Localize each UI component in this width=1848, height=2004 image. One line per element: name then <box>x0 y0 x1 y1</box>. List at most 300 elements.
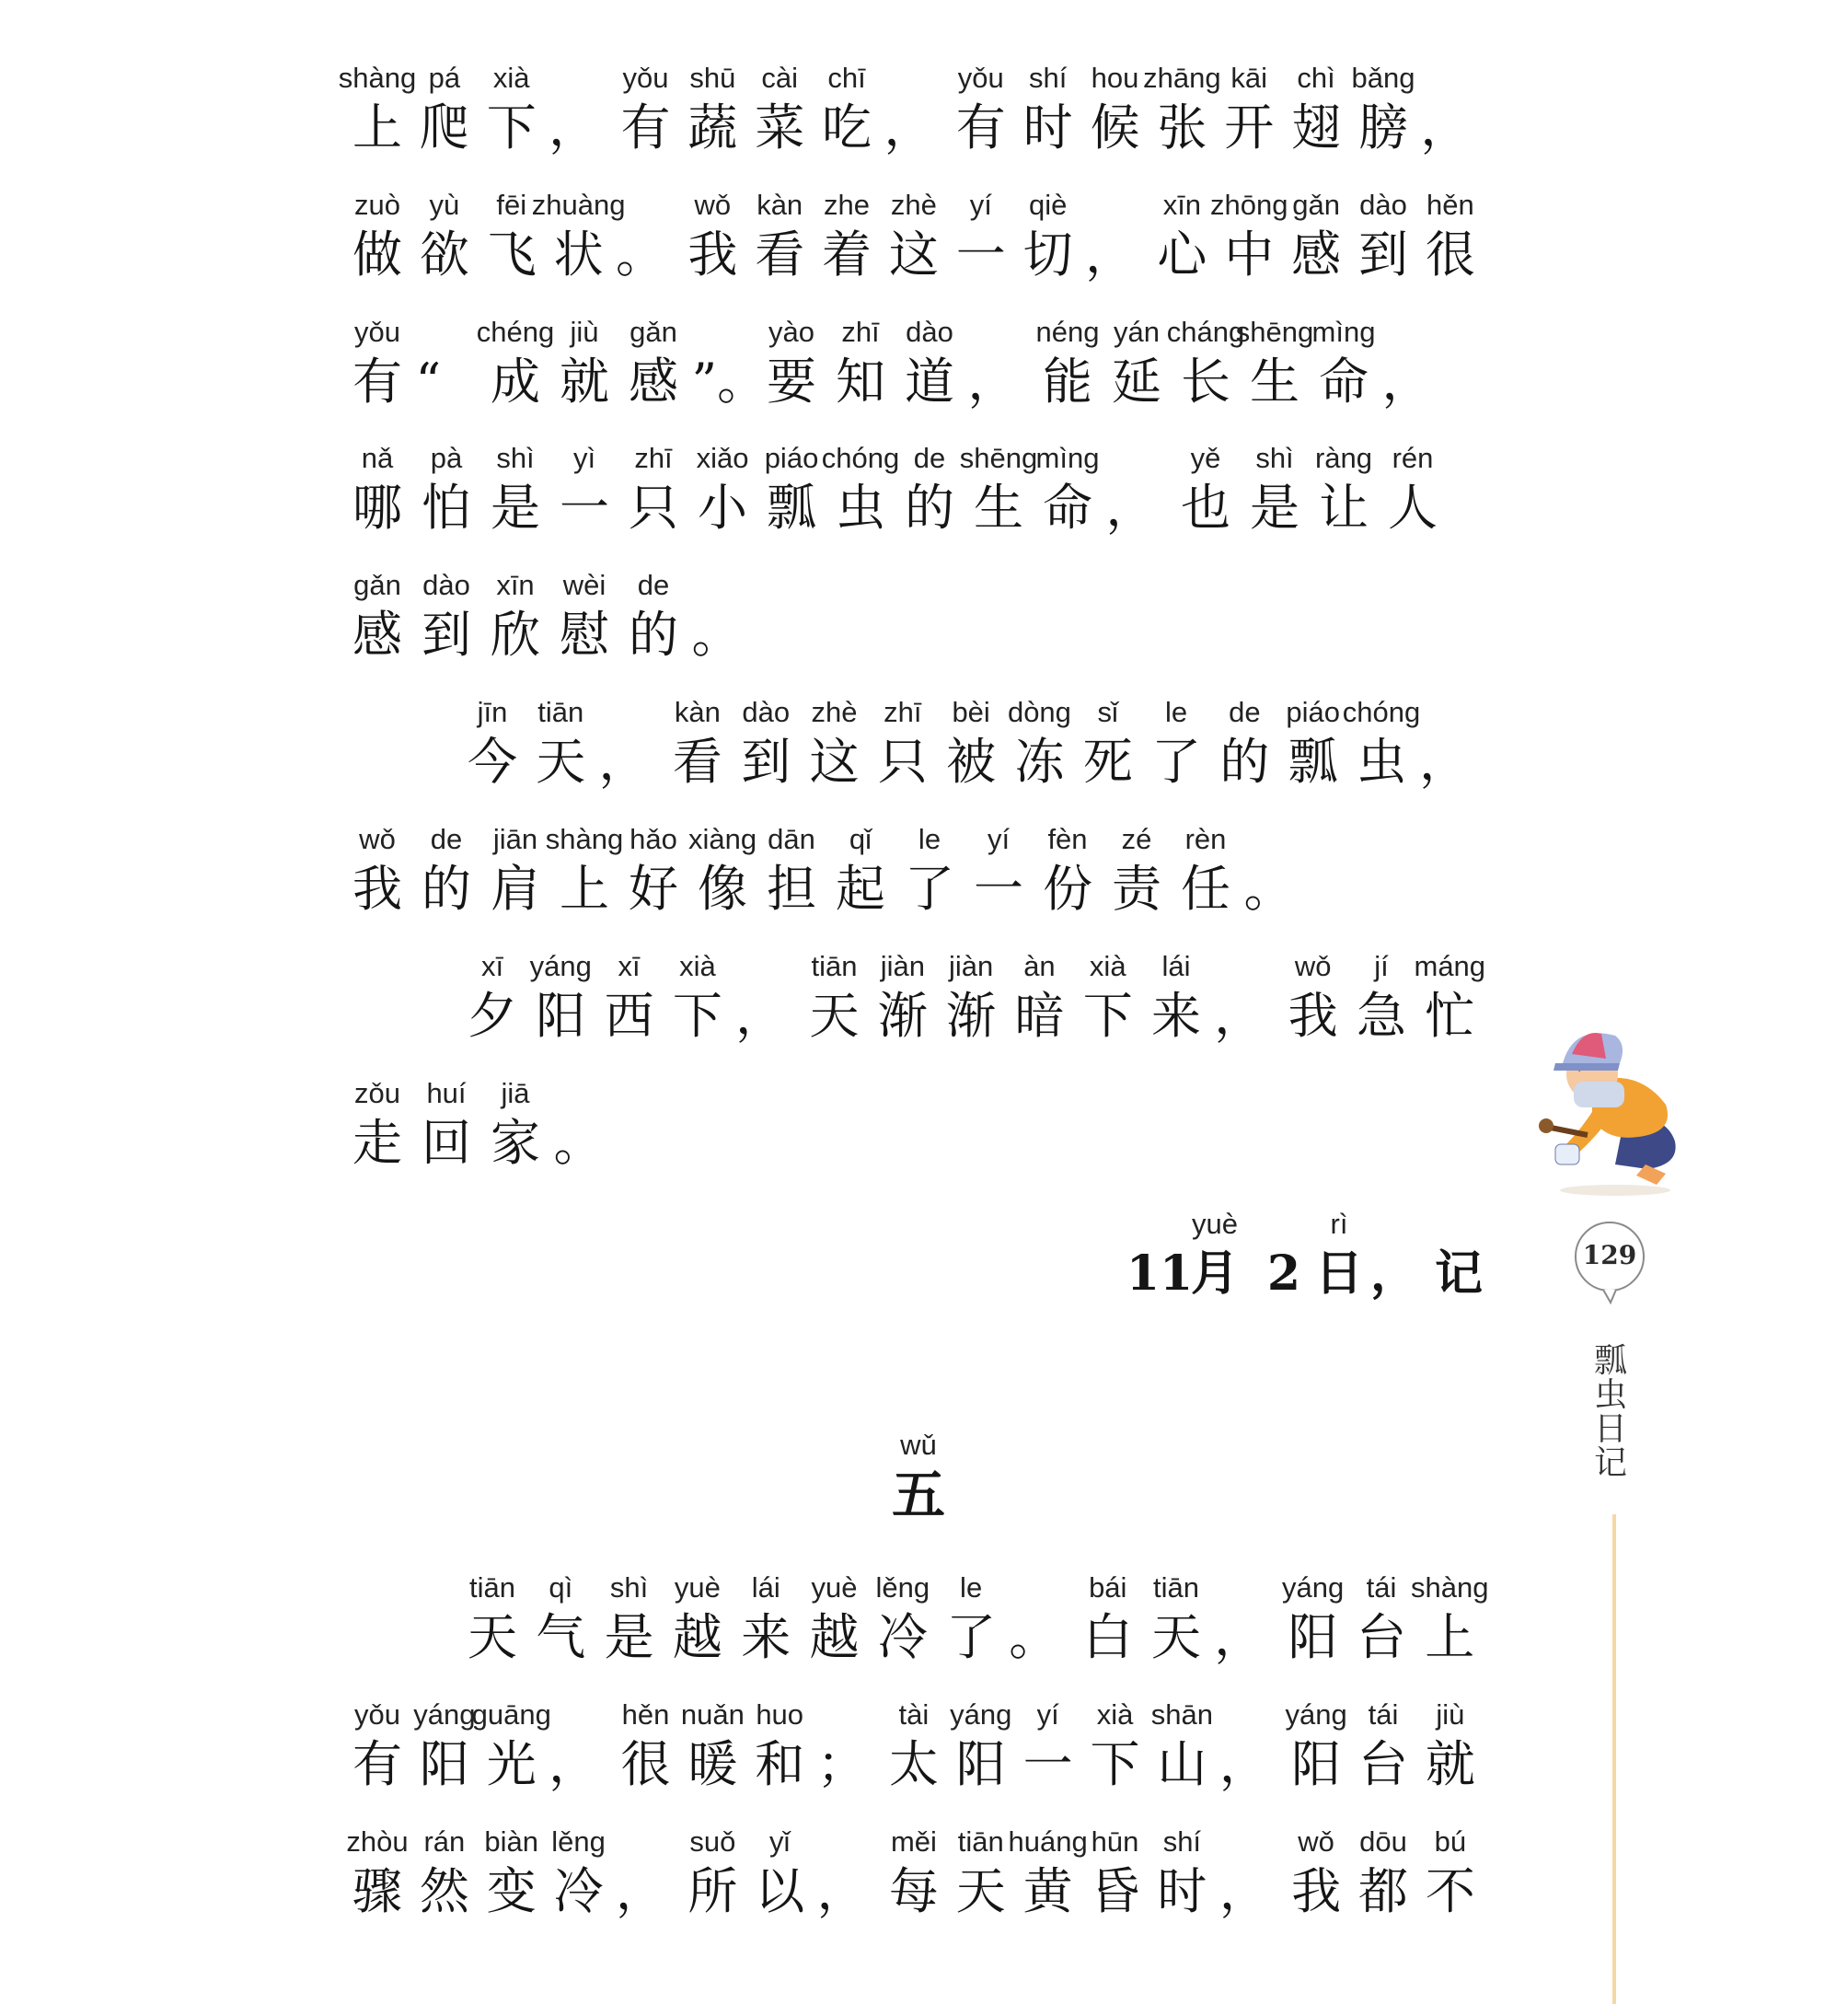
pinyin: dào <box>742 696 791 728</box>
hanzi-char: 我 <box>687 226 738 284</box>
pinyin: jiù <box>570 316 599 348</box>
hanzi-char: 都 <box>1357 1862 1408 1920</box>
pinyin: xīn <box>1162 189 1202 221</box>
hanzi-char: 的 <box>629 606 678 664</box>
pinyin: shēng <box>1235 316 1314 348</box>
pinyin: wǒ <box>694 189 732 221</box>
pinyin: xià <box>1096 1698 1134 1731</box>
hanzi-char: 和 <box>755 1735 805 1793</box>
hanzi-char: 上 <box>1425 1608 1475 1666</box>
hanzi-char: 是 <box>1250 479 1299 537</box>
hanzi-char: 光 <box>486 1735 537 1793</box>
hanzi-char: 翅 <box>1291 98 1342 156</box>
pinyin: chī <box>827 62 866 94</box>
hanzi-char: 冷 <box>553 1862 604 1920</box>
pinyin: jīn <box>477 696 508 728</box>
hanzi-char: 心 <box>1157 226 1207 284</box>
pinyin: kāi <box>1230 62 1268 94</box>
hanzi-char: 阳 <box>1291 1735 1342 1793</box>
hanzi-char: 我 <box>1291 1862 1342 1920</box>
pinyin: shì <box>609 1571 649 1604</box>
pinyin: dōu <box>1359 1825 1407 1858</box>
pinyin: tiān <box>537 696 584 728</box>
hanzi-char: 中 <box>1224 226 1275 284</box>
hanzi-char: 也 <box>1181 479 1230 537</box>
pinyin: suǒ <box>689 1825 736 1858</box>
hanzi-char: 了 <box>946 1608 997 1666</box>
pinyin: lěng <box>551 1825 606 1858</box>
pinyin: lái <box>1161 950 1191 982</box>
pinyin: guāng <box>471 1698 551 1731</box>
hanzi-char: 瓢 <box>767 479 816 537</box>
hanzi-char: 欣 <box>491 606 540 664</box>
section-number: 五 <box>891 1464 946 1526</box>
hanzi-char: 西 <box>604 987 654 1045</box>
pinyin: gǎn <box>353 569 401 601</box>
hanzi-char: 看 <box>672 733 722 791</box>
punctuation: ， <box>1420 98 1471 156</box>
pinyin: xià <box>679 950 716 982</box>
pinyin: tái <box>1366 1571 1397 1604</box>
pinyin: sǐ <box>1097 696 1118 728</box>
page-number-badge <box>1570 1220 1658 1308</box>
hanzi-char: 小 <box>698 479 747 537</box>
hanzi-char: 命 <box>1043 479 1092 537</box>
hanzi-char: 被 <box>946 733 997 791</box>
pinyin: měi <box>890 1825 937 1858</box>
hanzi-char: 欲 <box>419 226 469 284</box>
hanzi-char: 下 <box>1090 1735 1140 1793</box>
hanzi-char: 下 <box>672 987 722 1045</box>
pinyin: cài <box>761 62 799 94</box>
text-line <box>0 60 1848 189</box>
pinyin: àn <box>1023 950 1056 982</box>
hanzi-char: 有 <box>352 1735 402 1793</box>
pinyin: de <box>430 823 463 855</box>
pinyin: tiān <box>469 1571 515 1604</box>
hanzi-char: 感 <box>352 606 402 664</box>
hanzi-char: 台 <box>1357 1735 1408 1793</box>
pinyin: bèi <box>952 696 990 728</box>
pinyin: kàn <box>757 189 803 221</box>
pinyin: zhī <box>841 316 880 348</box>
hanzi-char: 然 <box>419 1862 469 1920</box>
hanzi-char: 有 <box>955 98 1006 156</box>
date-char: 11 <box>1126 1245 1194 1302</box>
hanzi-char: 吃 <box>822 98 872 156</box>
pinyin: jiā <box>501 1077 530 1109</box>
pinyin: yí <box>987 823 1011 855</box>
pinyin: shí <box>1028 62 1068 94</box>
pinyin: yǒu <box>354 316 400 348</box>
date-char: 日 <box>1314 1245 1364 1302</box>
pinyin: le <box>960 1571 983 1604</box>
pinyin: xīn <box>496 569 535 601</box>
punctuation: ， <box>1214 987 1265 1045</box>
section-heading <box>0 1427 1848 1556</box>
pinyin: hěn <box>621 1698 670 1731</box>
punctuation: ， <box>616 1862 666 1920</box>
hanzi-char: 阳 <box>955 1735 1006 1793</box>
punctuation: ， <box>1219 1735 1269 1793</box>
hanzi-char: 来 <box>741 1608 791 1666</box>
hanzi-char: 爬 <box>419 98 469 156</box>
pinyin: shàng <box>338 62 417 94</box>
pinyin: chóng <box>1342 696 1421 728</box>
pinyin: wǒ <box>1294 950 1332 982</box>
pinyin: huáng <box>1008 1825 1088 1858</box>
pinyin: xiǎo <box>696 442 749 474</box>
pinyin: yuè <box>674 1571 721 1604</box>
hanzi-char: 急 <box>1356 987 1406 1045</box>
hanzi-char: 就 <box>560 353 609 411</box>
hanzi-char: 山 <box>1157 1735 1207 1793</box>
hanzi-char: 夕 <box>468 987 517 1045</box>
hanzi-char: 一 <box>560 479 609 537</box>
hanzi-char: 这 <box>809 733 860 791</box>
hanzi-char: 骤 <box>352 1862 402 1920</box>
pinyin: yǐ <box>768 1825 791 1858</box>
pinyin: le <box>1164 696 1188 728</box>
punctuation: 。 <box>691 606 742 664</box>
punctuation: ， <box>884 98 934 156</box>
punctuation: ， <box>1219 1862 1269 1920</box>
punctuation: ， <box>549 1735 599 1793</box>
pinyin: zhe <box>824 189 871 221</box>
hanzi-char: 家 <box>491 1114 540 1172</box>
pinyin: zhāng <box>1143 62 1221 94</box>
hanzi-char: 飞 <box>486 226 537 284</box>
hanzi-char: 生 <box>1250 353 1299 411</box>
pinyin: kàn <box>674 696 721 728</box>
pinyin: shì <box>1255 442 1294 474</box>
pinyin: wèi <box>562 569 606 601</box>
hanzi-char: 让 <box>1319 479 1369 537</box>
pinyin: yuè <box>811 1571 858 1604</box>
pinyin: zhōng <box>1210 189 1288 221</box>
pinyin: wǒ <box>1298 1825 1334 1858</box>
pinyin: shàng <box>1411 1571 1489 1604</box>
hanzi-char: 责 <box>1112 860 1161 918</box>
hanzi-char: 时 <box>1022 98 1073 156</box>
hanzi-char: 做 <box>352 226 402 284</box>
hanzi-char: 蔬 <box>687 98 738 156</box>
text-line <box>0 567 1848 696</box>
pinyin: jiù <box>1436 1698 1465 1731</box>
pinyin: lái <box>751 1571 780 1604</box>
hanzi-char: 一 <box>974 860 1023 918</box>
hanzi-char: 越 <box>672 1608 722 1666</box>
hanzi-char: 是 <box>604 1608 654 1666</box>
hanzi-char: 开 <box>1224 98 1275 156</box>
hanzi-char: 肩 <box>491 860 540 918</box>
hanzi-char: 知 <box>836 353 885 411</box>
hanzi-char: 看 <box>755 226 805 284</box>
hanzi-char: 越 <box>809 1608 860 1666</box>
hanzi-char: 走 <box>352 1114 402 1172</box>
hanzi-char: 像 <box>698 860 747 918</box>
pinyin: yǒu <box>957 62 1004 94</box>
pinyin: bú <box>1434 1825 1467 1858</box>
pinyin: shū <box>689 62 736 94</box>
hanzi-char: 回 <box>422 1114 471 1172</box>
hanzi-char: 张 <box>1157 98 1207 156</box>
date-char: 2 <box>1266 1245 1301 1302</box>
pinyin: qǐ <box>849 823 872 855</box>
hanzi-char: 是 <box>491 479 540 537</box>
hanzi-char: 到 <box>1357 226 1408 284</box>
pinyin: xià <box>1089 950 1126 982</box>
hanzi-char: 人 <box>1388 479 1438 537</box>
hanzi-char: 了 <box>1151 733 1202 791</box>
punctuation: ， <box>735 987 786 1045</box>
pinyin: chéng <box>476 316 555 348</box>
pinyin: chóng <box>821 442 900 474</box>
pinyin: yáng <box>1282 1571 1345 1604</box>
pinyin: huí <box>426 1077 467 1109</box>
hanzi-char: 担 <box>767 860 816 918</box>
pinyin: shì <box>496 442 535 474</box>
hanzi-char: 上 <box>560 860 609 918</box>
hanzi-char: 虫 <box>1356 733 1406 791</box>
hanzi-char: 变 <box>486 1862 537 1920</box>
pinyin: yí <box>969 189 992 221</box>
punctuation: ， <box>1085 226 1136 284</box>
pinyin: de <box>637 569 670 601</box>
pinyin: shí <box>1162 1825 1202 1858</box>
punctuation: ， <box>1214 1608 1265 1666</box>
hanzi-char: 今 <box>468 733 517 791</box>
pinyin: pá <box>428 62 461 94</box>
hanzi-char: 暗 <box>1014 987 1065 1045</box>
punctuation: ， <box>816 1862 867 1920</box>
hanzi-char: 天 <box>468 1608 517 1666</box>
punctuation: 。 <box>1009 1608 1059 1666</box>
pinyin: wǒ <box>359 823 396 855</box>
pinyin: mìng <box>1311 316 1376 348</box>
hanzi-char: 只 <box>877 733 928 791</box>
pinyin: lěng <box>875 1571 930 1604</box>
pinyin: shàng <box>545 823 624 855</box>
punctuation: 。 <box>553 1114 604 1172</box>
book-title-vertical: 瓢虫日记 <box>1593 1342 1627 1482</box>
pinyin: huo <box>756 1698 804 1731</box>
pinyin: tiān <box>811 950 858 982</box>
pinyin: xī <box>480 950 504 982</box>
punctuation: 。 <box>616 226 666 284</box>
pinyin: dào <box>1359 189 1407 221</box>
pinyin: gǎn <box>629 316 677 348</box>
pinyin: zhòu <box>346 1825 409 1858</box>
pinyin: zhī <box>884 696 922 728</box>
hanzi-char: 渐 <box>946 987 997 1045</box>
text-line <box>0 187 1848 316</box>
pinyin: zǒu <box>354 1077 400 1109</box>
hanzi-char: 阳 <box>1288 1608 1338 1666</box>
text-line <box>0 440 1848 569</box>
hanzi-char: 下 <box>486 98 537 156</box>
hanzi-char: 切 <box>1022 226 1073 284</box>
hanzi-char: 瓢 <box>1288 733 1338 791</box>
pinyin: tái <box>1368 1698 1399 1731</box>
pinyin: zhī <box>634 442 673 474</box>
hanzi-char: 好 <box>629 860 678 918</box>
hanzi-char: 一 <box>1022 1735 1073 1793</box>
hanzi-char: 不 <box>1425 1862 1475 1920</box>
punctuation: 。 <box>1243 860 1294 918</box>
pinyin: yáng <box>529 950 592 982</box>
pinyin: dào <box>422 569 470 601</box>
pinyin: shān <box>1150 1698 1213 1731</box>
pinyin: biàn <box>484 1825 539 1858</box>
hanzi-char: 我 <box>352 860 402 918</box>
hanzi-char: 感 <box>1291 226 1342 284</box>
hanzi-char: 以 <box>755 1862 805 1920</box>
pinyin: hūn <box>1091 1825 1139 1858</box>
date-char: ， <box>1369 1245 1419 1302</box>
pinyin: yuè <box>1192 1208 1238 1240</box>
pinyin: yí <box>1036 1698 1059 1731</box>
pinyin: mìng <box>1035 442 1100 474</box>
hanzi-char: 天 <box>809 987 860 1045</box>
pinyin: yáng <box>950 1698 1012 1731</box>
punctuation: ， <box>1105 479 1156 537</box>
date-char: 月 <box>1190 1245 1240 1302</box>
hanzi-char: 状 <box>553 226 604 284</box>
punctuation: ， <box>1381 353 1432 411</box>
pinyin: zuò <box>354 189 400 221</box>
hanzi-char: 死 <box>1082 733 1133 791</box>
hanzi-char: 白 <box>1082 1608 1133 1666</box>
punctuation: ， <box>967 353 1018 411</box>
text-line <box>0 1697 1848 1825</box>
pinyin: dòng <box>1007 696 1071 728</box>
pinyin: zhè <box>890 189 937 221</box>
pinyin: de <box>913 442 946 474</box>
pinyin: rén <box>1392 442 1434 474</box>
hanzi-char: 道 <box>905 353 954 411</box>
pinyin: piáo <box>764 442 819 474</box>
pinyin: nǎ <box>361 442 394 474</box>
text-line <box>0 694 1848 823</box>
hanzi-char: 昏 <box>1090 1862 1140 1920</box>
hanzi-char: 有 <box>620 98 671 156</box>
date-char: 记 <box>1434 1245 1484 1302</box>
page-number-text: 129 <box>1582 1240 1637 1270</box>
pinyin: rán <box>423 1825 466 1858</box>
pinyin: yào <box>768 316 814 348</box>
pinyin: xiàng <box>687 823 757 855</box>
hanzi-char: 延 <box>1112 353 1161 411</box>
pinyin: dān <box>768 823 815 855</box>
pinyin: dào <box>906 316 953 348</box>
punctuation: ， <box>598 733 649 791</box>
pinyin: fēi <box>496 189 527 221</box>
punctuation: ， <box>549 98 599 156</box>
hanzi-char: 到 <box>422 606 471 664</box>
hanzi-char: 怕 <box>422 479 471 537</box>
hanzi-char: 候 <box>1090 98 1140 156</box>
pinyin: rì <box>1330 1208 1348 1240</box>
pinyin: tiān <box>957 1825 1004 1858</box>
text-line <box>0 1824 1848 1952</box>
hanzi-char: 忙 <box>1425 987 1475 1045</box>
pinyin: zhuàng <box>531 189 626 221</box>
pinyin: ràng <box>1314 442 1373 474</box>
pinyin: néng <box>1035 316 1100 348</box>
pinyin: le <box>918 823 941 855</box>
hanzi-char: 黄 <box>1022 1862 1073 1920</box>
pinyin: yǒu <box>622 62 669 94</box>
pinyin: yáng <box>1285 1698 1347 1731</box>
pinyin: xī <box>618 950 641 982</box>
punctuation: ； <box>816 1735 867 1793</box>
pinyin: qiè <box>1028 189 1068 221</box>
hanzi-char: 感 <box>629 353 678 411</box>
hanzi-char: 台 <box>1356 1608 1406 1666</box>
hanzi-char: 暖 <box>687 1735 738 1793</box>
punctuation: ”。 <box>691 353 768 411</box>
pinyin: qì <box>549 1571 573 1604</box>
hanzi-char: 有 <box>352 353 402 411</box>
hanzi-char: 的 <box>1219 733 1270 791</box>
hanzi-char: 份 <box>1043 860 1092 918</box>
pinyin: bái <box>1089 1571 1127 1604</box>
pinyin: yì <box>572 442 596 474</box>
text-line <box>0 1570 1848 1698</box>
hanzi-char: 慰 <box>560 606 609 664</box>
pinyin: fèn <box>1047 823 1088 855</box>
pinyin: hǎo <box>629 823 677 855</box>
hanzi-char: 太 <box>888 1735 939 1793</box>
hanzi-char: 所 <box>687 1862 738 1920</box>
punctuation: “ <box>415 353 442 411</box>
hanzi-char: 着 <box>822 226 872 284</box>
pinyin: wǔ <box>900 1429 937 1461</box>
pinyin: chì <box>1297 62 1335 94</box>
hanzi-char: 膀 <box>1357 98 1408 156</box>
pinyin: cháng <box>1166 316 1245 348</box>
hanzi-char: 能 <box>1043 353 1092 411</box>
hanzi-char: 的 <box>905 479 954 537</box>
hanzi-char: 很 <box>620 1735 671 1793</box>
hanzi-char: 的 <box>422 860 471 918</box>
hanzi-char: 哪 <box>352 479 402 537</box>
hanzi-char: 阳 <box>536 987 586 1045</box>
hanzi-char: 成 <box>491 353 540 411</box>
hanzi-char: 命 <box>1319 353 1369 411</box>
hanzi-char: 到 <box>741 733 791 791</box>
pinyin: tài <box>898 1698 930 1731</box>
hanzi-char: 这 <box>888 226 939 284</box>
pinyin: de <box>1229 696 1261 728</box>
hanzi-char: 天 <box>955 1862 1006 1920</box>
hanzi-char: 阳 <box>419 1735 469 1793</box>
hanzi-char: 我 <box>1288 987 1338 1045</box>
pinyin: hou <box>1091 62 1139 94</box>
pinyin: zhè <box>811 696 858 728</box>
hanzi-char: 起 <box>836 860 885 918</box>
hanzi-char: 天 <box>1151 1608 1202 1666</box>
boy-with-magnifier-icon <box>1528 1017 1698 1197</box>
pinyin: jí <box>1374 950 1389 982</box>
pinyin: jiàn <box>880 950 925 982</box>
hanzi-char: 来 <box>1151 987 1202 1045</box>
pinyin: yǒu <box>354 1698 400 1731</box>
hanzi-char: 冷 <box>877 1608 928 1666</box>
hanzi-char: 每 <box>888 1862 939 1920</box>
hanzi-char: 一 <box>955 226 1006 284</box>
